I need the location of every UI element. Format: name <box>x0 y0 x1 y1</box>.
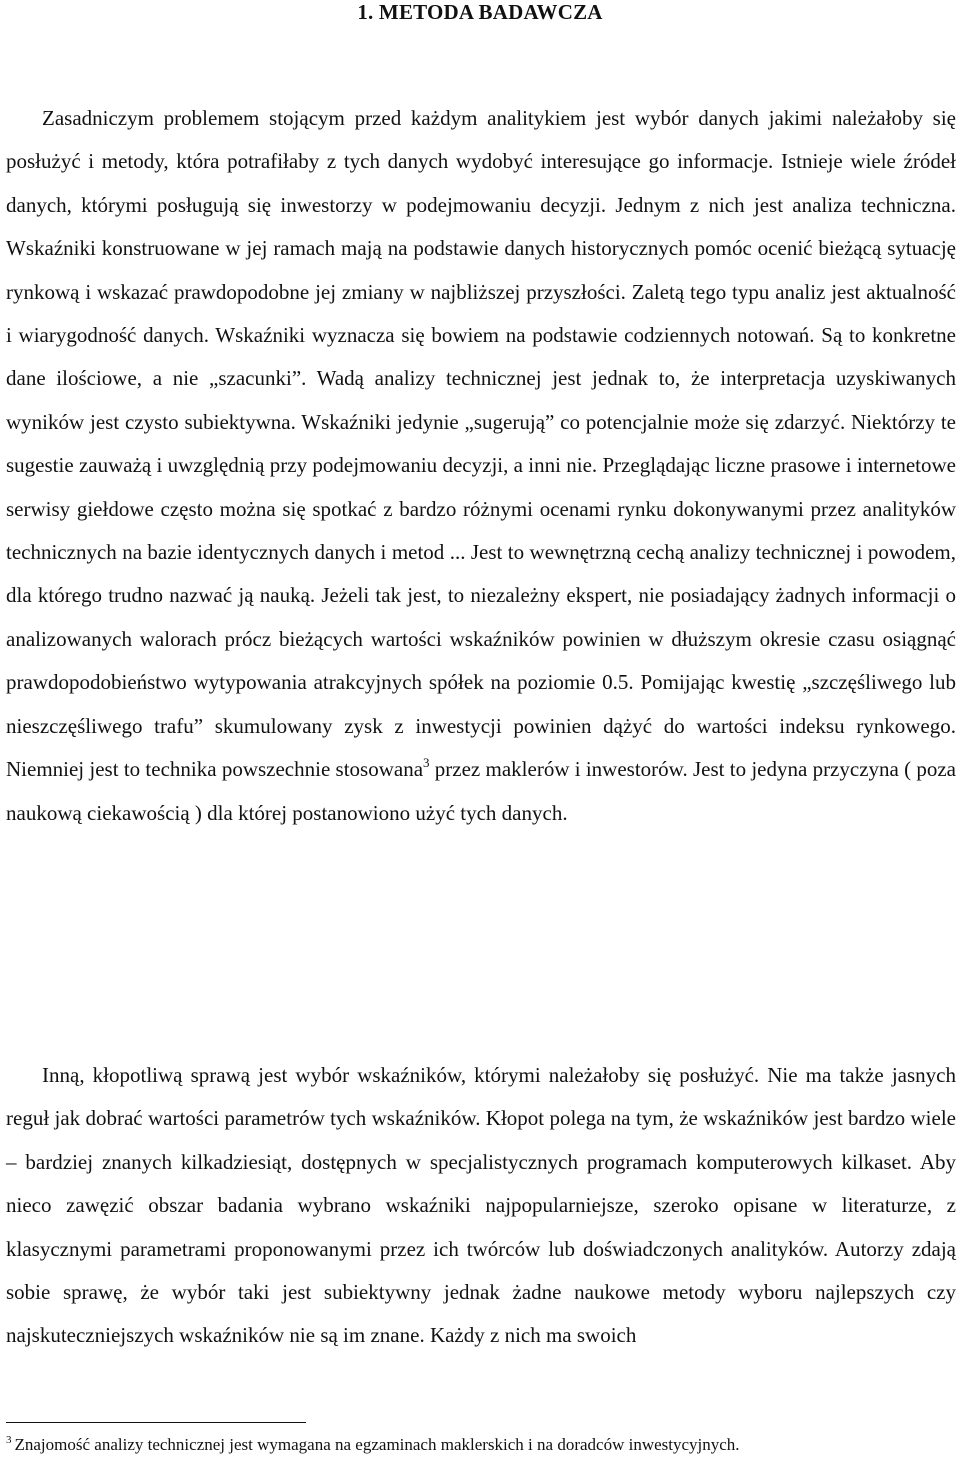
footnote <box>6 1432 956 1458</box>
section-heading: 1. METODA BADAWCZA <box>357 0 603 24</box>
footnote-reference: 3 <box>423 755 430 771</box>
footnote-marker: 3 <box>6 1434 12 1446</box>
paragraph-1-text: Zasadniczym problemem stojącym przed każdym analitykiem jest wybór danych jakimi należałoby się posłużyć i metody, która potrafiłaby z tych danych wydobyć interesujące go informacje. Istnieje wiele źródeł danych, którymi posługują się inwestorzy w podejmowaniu decyzji. Jednym z nich jest analiza techniczna. Wskaźniki konstruowane w jej ramach mają na podstawie danych historycznych pomóc ocenić bieżącą sytuację rynkową i wskazać prawdopodobne jej zmiany w najbliższej przyszłości. Zaletą tego typu analiz jest aktualność i wiarygodność danych. Wskaźniki wyznacza się bowiem na podstawie codziennych notowań. Są to konkretne dane ilościowe, a nie „szacunki”. Wadą analizy technicznej jest jednak to, że interpretacja uzyskiwanych wyników jest czysto subiektywna. Wskaźniki jedynie „sugerują” co potencjalnie może się zdarzyć. Niektórzy te sugestie zauważą i uwzględnią przy podejmowaniu decyzji, a inni nie. Przeglądając liczne prasowe i internetowe serwisy giełdowe często można się spotkać z bardzo różnymi ocenami rynku dokonywanymi przez analityków technicznych na bazie identycznych danych i metod ... Jest to wewnętrzną cechą analizy technicznej i powodem, dla którego trudno nazwać ją nauką. Jeżeli tak jest, to niezależny ekspert, nie posiadający żadnych informacji o analizowanych walorach prócz bieżących wartości wskaźników powinien w dłuższym okresie czasu osiągnąć prawdopodobieństwo wytypowania atrakcyjnych spółek na poziomie 0.5. Pomijając kwestię „szczęśliwego lub nieszczęśliwego trafu” skumulowany zysk z inwestycji powinien dążyć do wartości indeksu rynkowego. Niemniej jest to technika powszechnie stosowana <box>6 106 956 782</box>
paragraph-1 <box>6 97 956 835</box>
footnote-text: Znajomość analizy technicznej jest wymagana na egzaminach maklerskich i na doradców inwestycyjnych. <box>14 1435 740 1454</box>
paragraph-2: Inną, kłopotliwą sprawą jest wybór wskaźników, którymi należałoby się posłużyć. Nie ma także jasnych reguł jak dobrać wartości parametrów tych wskaźników. Kłopot polega na tym, że wskaźników jest bardzo wiele – bardziej znanych kilkadziesiąt, dostępnych w specjalistycznych programach komputerowych kilkaset. Aby nieco zawęzić obszar badania wybrano wskaźniki najpopularniejsze, szeroko opisane w literaturze, z klasycznymi parametrami proponowanymi przez ich twórców lub doświadczonych analityków. Autorzy zdają sobie sprawę, że wybór taki jest subiektywny jednak żadne naukowe metody wyboru najlepszych czy najskuteczniejszych wskaźników nie są im znane. Każdy z nich ma swoich <box>6 1063 956 1348</box>
footnote-separator <box>6 1422 306 1423</box>
paragraph-1-text-continued: przez maklerów i inwestorów. Jest to jedyna przyczyna ( poza naukową ciekawością ) dla której postanowiono użyć tych danych. <box>6 757 956 825</box>
